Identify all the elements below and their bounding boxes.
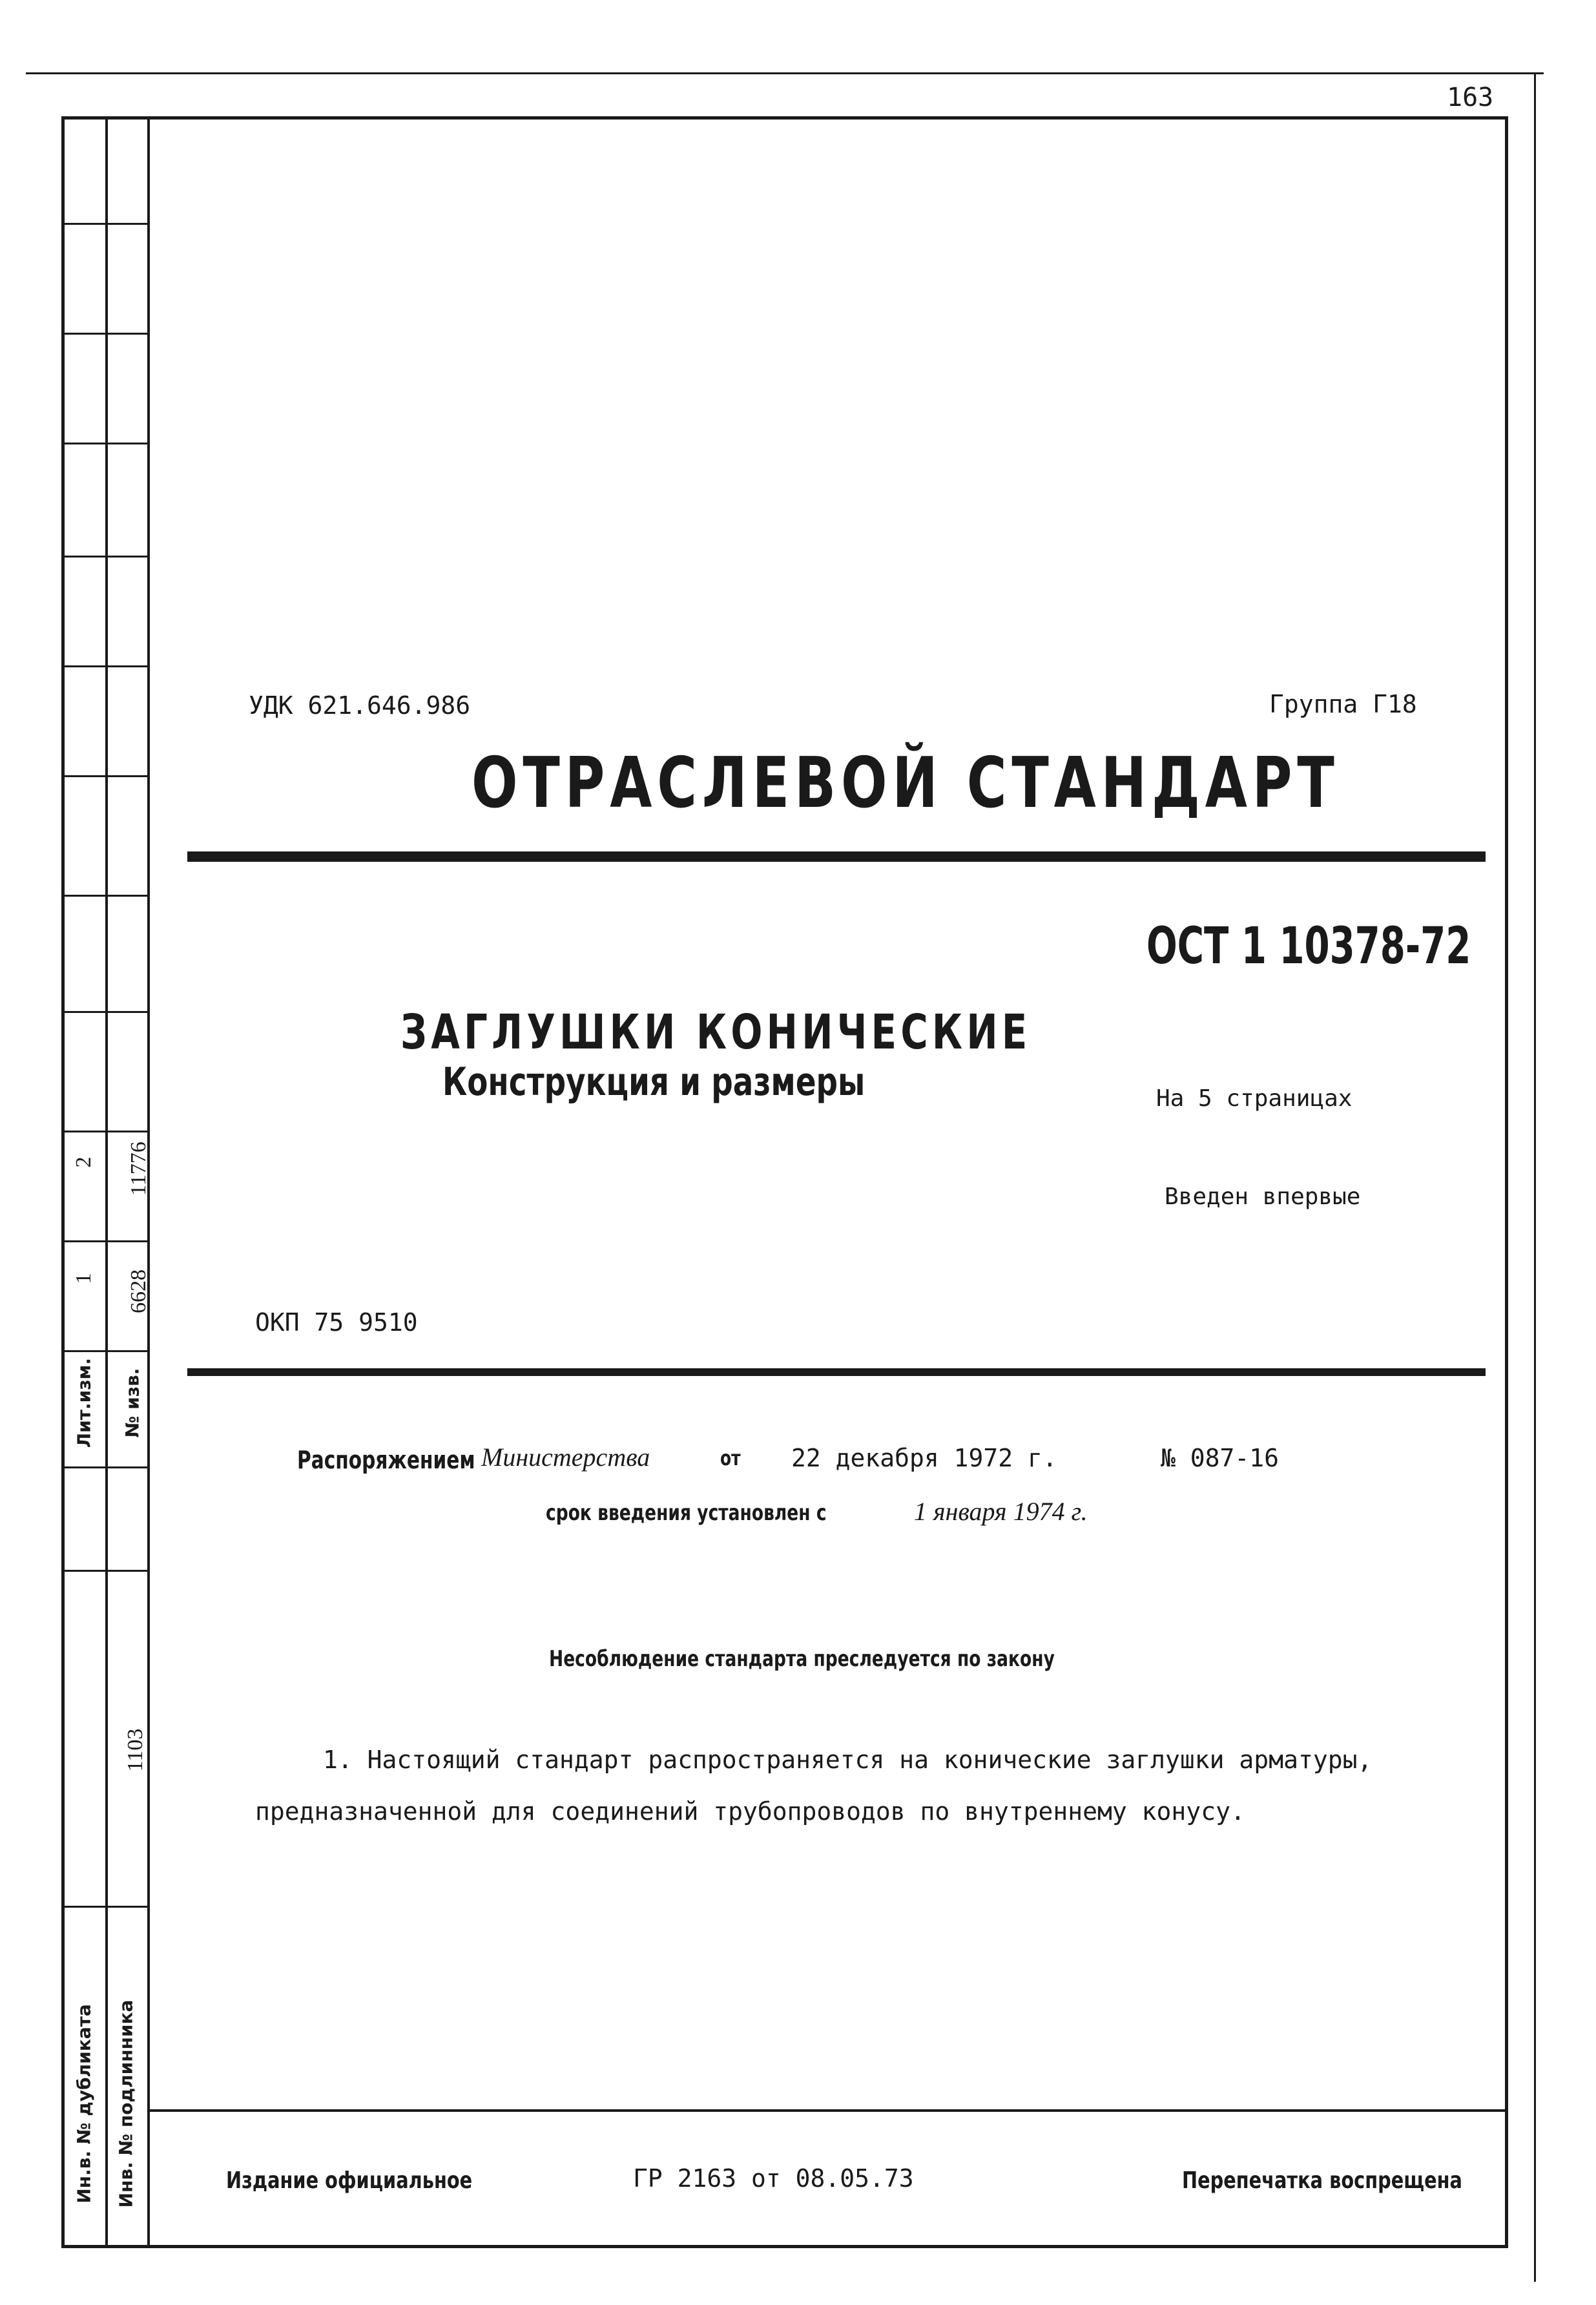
frame-top [61, 116, 1508, 120]
subject-title: ЗАГЛУШКИ КОНИЧЕСКИЕ [400, 1005, 1031, 1060]
paragraph-1-line-2: предназначенной для соединений трубопроводов по внутреннему конусу. [255, 1797, 1245, 1826]
side-col2-row1: 6628 [127, 1269, 150, 1313]
document-title: ОТРАСЛЕВОЙ СТАНДАРТ [472, 743, 1340, 824]
subject-subtitle: Конструкция и размеры [442, 1059, 865, 1105]
paragraph-1-line-1: 1. Настоящий стандарт распространяется на конические заглушки арматуры, [323, 1746, 1373, 1774]
udk-code: УДК 621.646.986 [249, 691, 471, 720]
side-col-divider-1 [105, 116, 108, 2248]
order-ministry: Министерства [481, 1443, 650, 1472]
reprint-notice: Перепечатка воспрещена [1182, 2167, 1462, 2194]
side-cell-line [63, 1466, 149, 1468]
order-from: от [720, 1446, 741, 1470]
side-cell-line [63, 223, 149, 225]
side-col1-row1: 1 [72, 1273, 96, 1284]
side-col2-row2: 11776 [127, 1142, 150, 1196]
standard-designation: ОСТ 1 10378-72 [1146, 917, 1471, 975]
frame-left [61, 116, 65, 2248]
pages-count: На 5 страницах [1156, 1085, 1352, 1112]
frame-right [1505, 116, 1508, 2248]
effective-date: 1 января 1974 г. [914, 1497, 1088, 1526]
registration-number: ГР 2163 от 08.05.73 [633, 2164, 914, 2193]
side-cell-line [63, 1570, 149, 1572]
page-number: 163 [1447, 83, 1494, 112]
law-warning: Несоблюдение стандарта преследуется по закону [549, 1646, 1055, 1672]
side-col1-row2: 2 [72, 1156, 96, 1168]
side-inv-orig-label: Инв. № подлинника [115, 1999, 137, 2208]
okp-code: ОКП 75 9510 [255, 1308, 418, 1337]
side-cell-line [63, 333, 149, 335]
side-cell-line [63, 1906, 149, 1908]
order-date: 22 декабря 1972 г. [791, 1444, 1057, 1472]
side-cell-line [63, 443, 149, 444]
side-cell-line [63, 1240, 149, 1242]
side-cell-line [63, 775, 149, 777]
side-cell-line [63, 1011, 149, 1013]
top-rule [26, 72, 1544, 74]
footer-rule [147, 2109, 1507, 2112]
side-inv-dup-label: Ин.в. № дубликата [73, 2004, 95, 2204]
order-number: № 087-16 [1161, 1444, 1280, 1472]
order-prefix: Распоряжением [297, 1446, 475, 1474]
introduced-note: Введен впервые [1165, 1184, 1361, 1210]
frame-bottom [61, 2245, 1508, 2248]
side-inv-orig-value: 1103 [123, 1728, 147, 1772]
effective-label: срок введения установлен с [546, 1500, 827, 1526]
title-thick-rule [187, 851, 1486, 862]
mid-thick-rule [187, 1368, 1486, 1376]
side-lit-label: Лит.изм. [73, 1357, 95, 1448]
group-code: Группа Г18 [1269, 690, 1417, 718]
side-no-label: № изв. [121, 1368, 143, 1438]
side-cell-line [63, 556, 149, 558]
side-cell-line [63, 895, 149, 897]
outer-right-rule [1534, 72, 1536, 2282]
edition-label: Издание официальное [226, 2167, 473, 2194]
side-cell-line [63, 665, 149, 667]
